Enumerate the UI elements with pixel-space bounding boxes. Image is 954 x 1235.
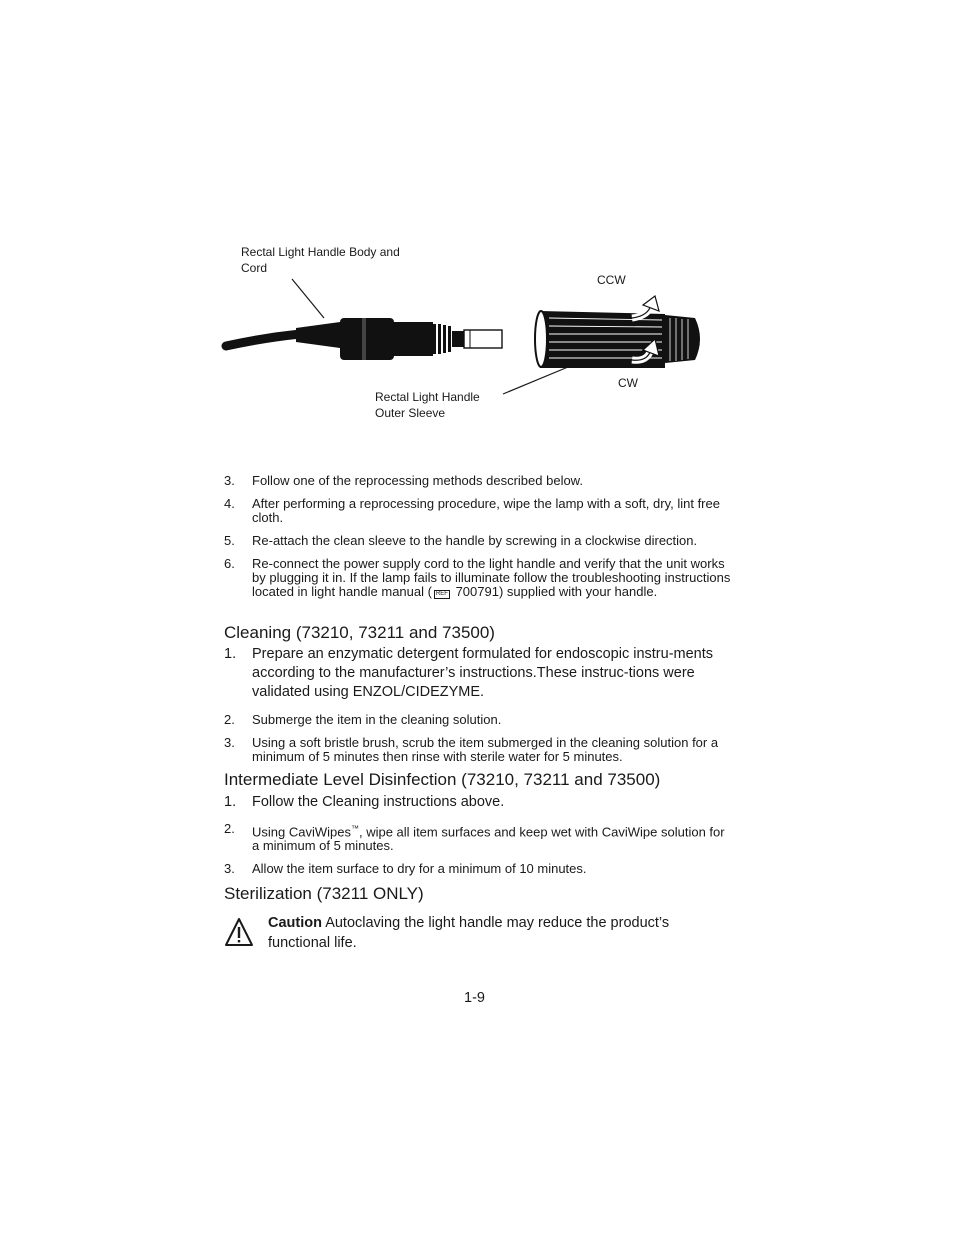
- step-number: 3.: [224, 473, 235, 488]
- list-item: [224, 557, 734, 599]
- list-item: [224, 822, 734, 853]
- step-text: Allow the item surface to dry for a minimum of 10 minutes.: [252, 861, 587, 877]
- disinfection-steps: [224, 793, 734, 885]
- step-text: Using CaviWipes: [252, 824, 351, 840]
- list-item: [224, 497, 734, 525]
- step-text: Using a soft bristle brush, scrub the item submerged in the cleaning solution for a minimum of 5 minutes then rinse with sterile water for 5 minutes.: [252, 735, 719, 764]
- step-text: Re-connect the power supply cord to the light handle and verify that the unit works by plugging it in. If the lamp fails to illuminate follow the troubleshooting instructions located in light handle manual (: [252, 556, 731, 599]
- caution-body: Autoclaving the light handle may reduce the product’s functional life.: [268, 915, 670, 951]
- list-item: [224, 713, 734, 727]
- list-item: [224, 862, 734, 876]
- list-item: [224, 534, 734, 548]
- list-item: [224, 736, 734, 764]
- caution-text: [268, 914, 728, 953]
- handle-figure: [0, 0, 954, 460]
- step-number: 1.: [224, 646, 237, 662]
- cleaning-steps: [224, 645, 734, 773]
- step-number: 3.: [224, 861, 235, 877]
- label-handle-body: Rectal Light Handle Body and Cord: [241, 245, 400, 275]
- step-number: 2.: [224, 821, 235, 836]
- step-text: Prepare an enzymatic detergent formulated for endoscopic instru-ments according to the manufacturer’s instructions.These instruc-tions were validated using ENZOL/CIDEZYME.: [252, 646, 714, 700]
- label-ccw: CCW: [597, 273, 626, 287]
- list-item: [224, 474, 734, 488]
- handle-illustration: [0, 0, 954, 460]
- step-text: Submerge the item in the cleaning solution.: [252, 712, 502, 727]
- label-cw: CW: [618, 376, 638, 390]
- step-text-cont: , wipe all item surfaces and keep wet with CaviWipe solution for a minimum of 5 minutes.: [252, 824, 725, 854]
- step-number: 6.: [224, 556, 235, 571]
- step-text: Follow the Cleaning instructions above.: [252, 794, 505, 810]
- step-text: Re-attach the clean sleeve to the handle by screwing in a clockwise direction.: [252, 533, 698, 548]
- cleaning-heading: Cleaning (73210, 73211 and 73500): [224, 623, 495, 642]
- step-number: 2.: [224, 712, 235, 727]
- caution-label: Caution: [268, 915, 322, 931]
- step-number: 4.: [224, 496, 235, 511]
- page-number: 1-9: [464, 990, 485, 1006]
- warning-triangle-icon: [224, 916, 254, 948]
- step-number: 3.: [224, 735, 235, 750]
- step-number: 5.: [224, 533, 235, 548]
- reprocessing-steps: [224, 474, 734, 608]
- ref-symbol-icon: REF: [435, 591, 448, 597]
- step-text: Follow one of the reprocessing methods described below.: [252, 473, 583, 488]
- sterilization-heading: Sterilization (73211 ONLY): [224, 884, 424, 903]
- disinfection-heading: Intermediate Level Disinfection (73210, 73211 and 73500): [224, 770, 661, 789]
- label-outer-sleeve: Rectal Light Handle Outer Sleeve: [375, 390, 480, 420]
- step-number: 1.: [224, 794, 237, 810]
- list-item: [224, 793, 734, 812]
- step-text-cont: 700791) supplied with your handle.: [451, 584, 658, 599]
- trademark-mark: ™: [350, 824, 359, 833]
- step-text: After performing a reprocessing procedure, wipe the lamp with a soft, dry, lint free cloth.: [252, 496, 720, 525]
- list-item: [224, 645, 734, 702]
